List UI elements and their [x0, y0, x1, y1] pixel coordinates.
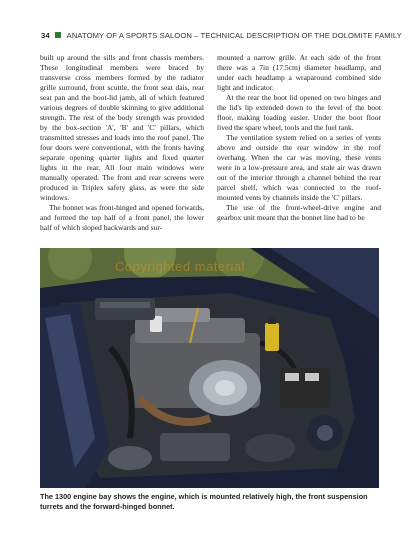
paragraph: The use of the front-wheel-drive engine and gearbox unit meant that the bonnet line had to be	[217, 203, 381, 222]
header-accent-square	[55, 32, 61, 38]
figure-caption: The 1300 engine bay shows the engine, which is mounted relatively high, the front suspension turrets and the forward-hinged bonnet.	[40, 492, 368, 511]
paragraph: At the rear the boot lid opened on two hinges and the lid's lip extended down to the level of the boot floor, making loading easier. Under the boot floor lived the spare wheel, tools and the fuel tank.	[217, 93, 381, 132]
running-title: ANATOMY OF A SPORTS SALOON – TECHNICAL DESCRIPTION OF THE DOLOMITE FAMILY	[66, 31, 402, 40]
running-header	[41, 31, 402, 43]
page-number: 34	[41, 31, 50, 40]
left-text-column	[40, 53, 204, 233]
paragraph: built up around the sills and front chassis members. These longitudinal members were braced by transverse cross members formed by the radiator grille surround, front scuttle, the front seat dais, rear seat pan and the boot-lid jamb, all of which featured various degrees of double skinning to give additional strength. The rest of the body strength was provided by the box-section 'A', 'B' and 'C' pillars, which transmitted stresses and loads into the roof panel. The four doors were conventional, with the fronts having separate opening quarter lights and fixed quarter lights in the rear. All four main windows were manually operated. The front and rear screens were produced in Triplex safety glass, as were the side windows.	[40, 53, 204, 202]
engine-bay-photo	[40, 248, 379, 488]
paragraph: The ventilation system relied on a series of vents above and outside the rear window in the roof overhang. When the car was moving, these vents were in a low-pressure area, and stale air was drawn out of the interior through a channel behind the rear parcel shelf, which was connected to the roof-mounted vents by channels inside the 'C' pillars.	[217, 133, 381, 202]
paragraph: The bonnet was front-hinged and opened forwards, and formed the top half of a front panel, the lower half of which sloped backwards and sur-	[40, 203, 204, 232]
paragraph: mounted a narrow grille. At each side of the front there was a 7in (17.5cm) diameter headlamp, and under each headlamp a wraparound combined side light and indicator.	[217, 53, 381, 92]
right-text-column	[217, 53, 381, 223]
engine-bay-illustration	[40, 248, 379, 488]
copyright-watermark: Copyrighted material	[115, 259, 245, 274]
